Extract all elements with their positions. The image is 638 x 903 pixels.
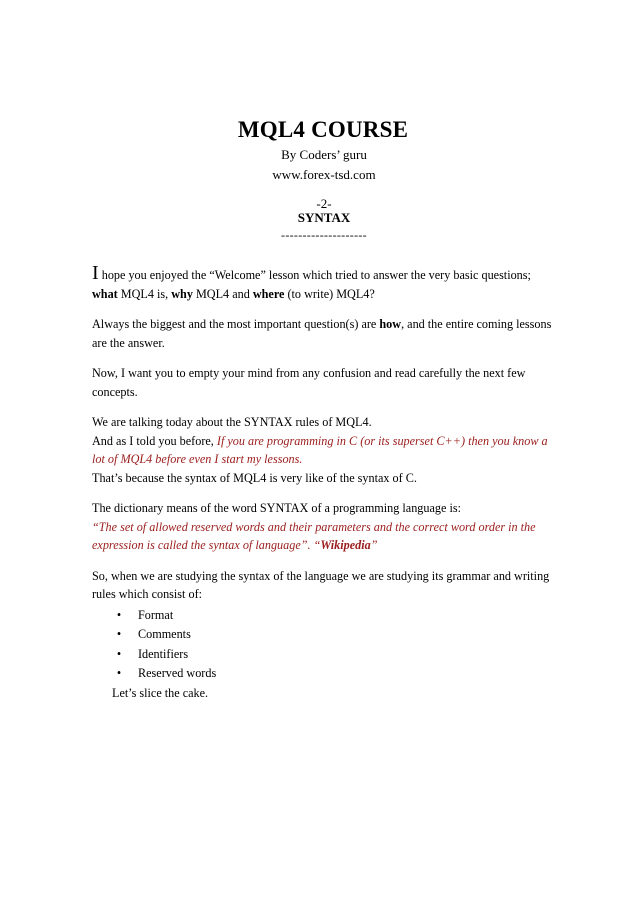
topic-list	[92, 606, 552, 684]
list-item	[112, 625, 552, 645]
text-run: MQL4 is,	[117, 286, 172, 301]
bold-what: what	[92, 286, 118, 301]
closing-line: Let’s slice the cake.	[112, 685, 209, 700]
text-line: We are talking today about the SYNTAX rules of MQL4.	[92, 415, 372, 429]
text-run: hope you enjoyed the “Welcome” lesson which tried to answer the very basic questions;	[98, 268, 531, 282]
text-line: The dictionary means of the word SYNTAX of a programming language is:	[92, 501, 461, 515]
list-item-label: Reserved words	[138, 666, 217, 680]
lesson-title: SYNTAX	[297, 210, 351, 225]
list-item-label: Format	[138, 607, 174, 622]
quote-end: ”	[370, 538, 378, 552]
list-item-label: Identifiers	[138, 646, 189, 661]
text-run: , and the entire coming lessons are the answer.	[92, 317, 552, 350]
text-run: (to write) MQL4?	[284, 286, 375, 301]
paragraph-intro	[92, 264, 552, 303]
lesson-number: -2-	[316, 196, 332, 211]
list-item	[112, 645, 552, 665]
bold-how: how	[379, 317, 402, 331]
bullet-icon: •	[116, 646, 122, 661]
drop-initial: I	[92, 262, 99, 284]
bold-why: why	[171, 286, 193, 301]
website-url: www.forex-tsd.com	[272, 167, 376, 182]
c-remark: If you are programming in C (or its superset C++) then you know a lot of MQL4 before even I start my lessons.	[92, 433, 548, 466]
bold-where: where	[252, 286, 285, 301]
definition-quote: “The set of allowed reserved words and their parameters and the correct word order in the expression is called the syntax of language”. “	[92, 519, 536, 552]
bullet-icon: •	[116, 627, 122, 641]
text-run: And as I told you before,	[92, 433, 217, 448]
course-title: MQL4 COURSE	[237, 117, 409, 142]
list-item	[112, 606, 552, 626]
author-byline: By Coders’ guru	[281, 147, 367, 162]
paragraph-syntax-rules	[92, 413, 552, 487]
bullet-icon: •	[116, 607, 122, 622]
paragraph-concepts: Now, I want you to empty your mind from any confusion and read carefully the next few concepts.	[92, 366, 526, 399]
paragraph-study: So, when we are studying the syntax of the language we are studying its grammar and writing rules which consist of:	[92, 568, 550, 601]
paragraph-definition	[92, 499, 552, 555]
quote-source: Wikipedia	[320, 538, 371, 552]
list-item	[112, 664, 552, 684]
text-line: That’s because the syntax of MQL4 is very like of the syntax of C.	[92, 470, 417, 485]
text-run: Always the biggest and the most important question(s) are	[92, 317, 380, 331]
title-divider: --------------------	[281, 228, 367, 242]
list-item-label: Comments	[138, 627, 191, 641]
text-run: MQL4 and	[192, 286, 253, 301]
paragraph-how	[92, 315, 552, 352]
lesson-body	[92, 264, 552, 714]
bullet-icon: •	[116, 666, 122, 680]
